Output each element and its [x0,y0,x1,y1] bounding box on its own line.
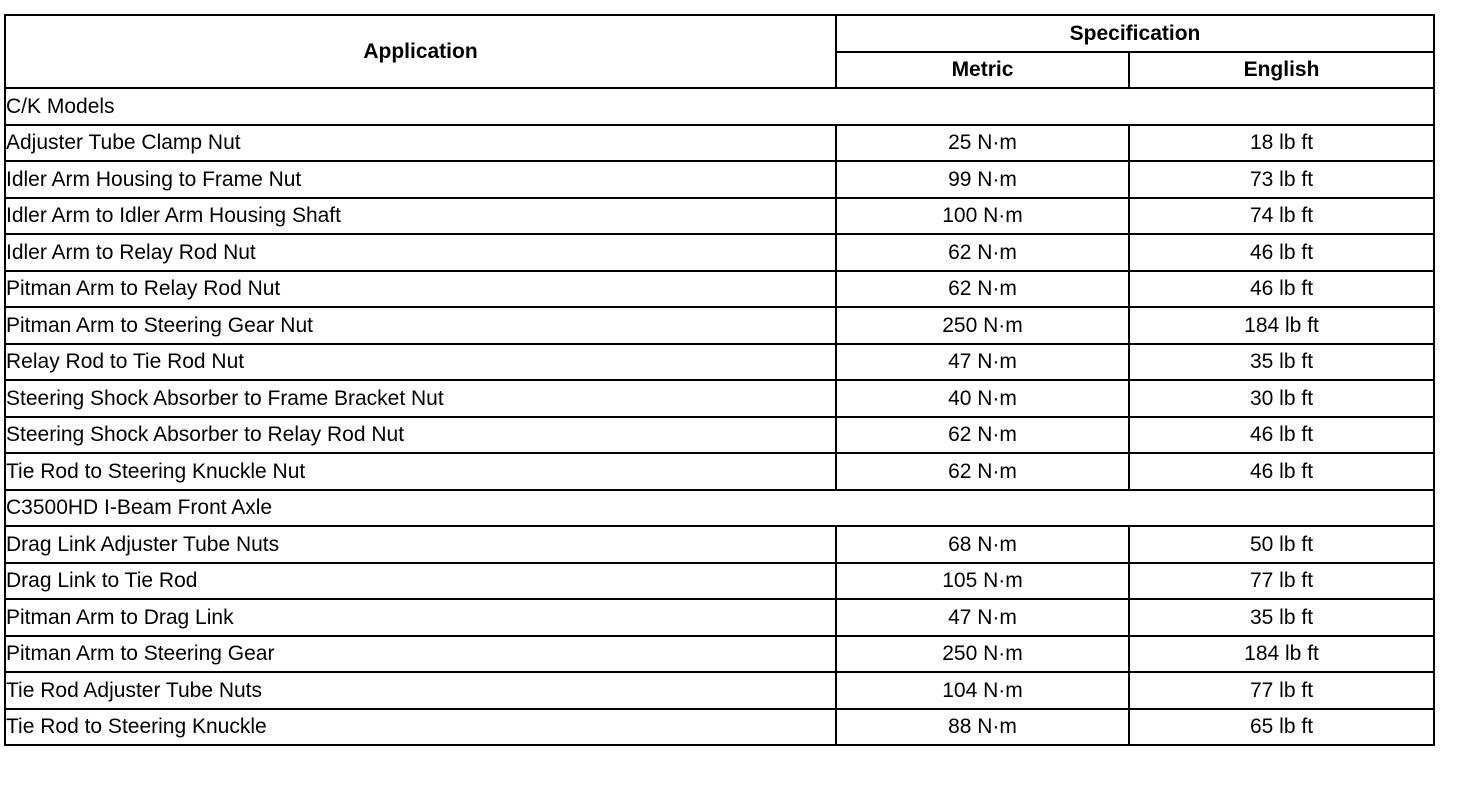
metric-cell: 62 N·m [836,417,1129,454]
table-row [5,307,1434,344]
torque-specification-table [4,14,1435,746]
english-cell: 18 lb ft [1129,125,1434,162]
table-row [5,380,1434,417]
table-row [5,344,1434,381]
header-english: English [1129,52,1434,89]
table-row [5,599,1434,636]
metric-cell: 47 N·m [836,599,1129,636]
application-cell: Pitman Arm to Steering Gear Nut [5,307,836,344]
english-cell: 184 lb ft [1129,307,1434,344]
table-row [5,526,1434,563]
table-row [5,125,1434,162]
application-cell: Steering Shock Absorber to Frame Bracket Nut [5,380,836,417]
application-cell: Steering Shock Absorber to Relay Rod Nut [5,417,836,454]
table-header [5,15,1434,88]
english-cell: 46 lb ft [1129,453,1434,490]
application-cell: Adjuster Tube Clamp Nut [5,125,836,162]
table-row [5,161,1434,198]
metric-cell: 62 N·m [836,271,1129,308]
application-cell: Pitman Arm to Steering Gear [5,636,836,673]
metric-cell: 104 N·m [836,672,1129,709]
english-cell: 77 lb ft [1129,563,1434,600]
metric-cell: 99 N·m [836,161,1129,198]
application-cell: Drag Link Adjuster Tube Nuts [5,526,836,563]
english-cell: 46 lb ft [1129,417,1434,454]
english-cell: 35 lb ft [1129,344,1434,381]
table-row [5,636,1434,673]
metric-cell: 47 N·m [836,344,1129,381]
application-cell: Idler Arm to Idler Arm Housing Shaft [5,198,836,235]
header-metric: Metric [836,52,1129,89]
application-cell: Drag Link to Tie Rod [5,563,836,600]
metric-cell: 250 N·m [836,307,1129,344]
english-cell: 30 lb ft [1129,380,1434,417]
english-cell: 73 lb ft [1129,161,1434,198]
application-cell: Pitman Arm to Relay Rod Nut [5,271,836,308]
application-cell: Pitman Arm to Drag Link [5,599,836,636]
metric-cell: 62 N·m [836,453,1129,490]
section-row [5,88,1434,125]
english-cell: 74 lb ft [1129,198,1434,235]
metric-cell: 62 N·m [836,234,1129,271]
section-title: C/K Models [5,88,1434,125]
table-row [5,417,1434,454]
table-row [5,709,1434,746]
metric-cell: 40 N·m [836,380,1129,417]
table-row [5,271,1434,308]
english-cell: 50 lb ft [1129,526,1434,563]
table-row [5,234,1434,271]
table-body [5,88,1434,745]
english-cell: 184 lb ft [1129,636,1434,673]
application-cell: Idler Arm Housing to Frame Nut [5,161,836,198]
metric-cell: 250 N·m [836,636,1129,673]
english-cell: 77 lb ft [1129,672,1434,709]
table-row [5,453,1434,490]
application-cell: Relay Rod to Tie Rod Nut [5,344,836,381]
metric-cell: 88 N·m [836,709,1129,746]
application-cell: Tie Rod Adjuster Tube Nuts [5,672,836,709]
header-specification: Specification [836,15,1434,52]
table-row [5,672,1434,709]
table-row [5,198,1434,235]
header-application: Application [5,15,836,88]
application-cell: Idler Arm to Relay Rod Nut [5,234,836,271]
application-cell: Tie Rod to Steering Knuckle Nut [5,453,836,490]
metric-cell: 100 N·m [836,198,1129,235]
section-row [5,490,1434,527]
application-cell: Tie Rod to Steering Knuckle [5,709,836,746]
metric-cell: 105 N·m [836,563,1129,600]
english-cell: 65 lb ft [1129,709,1434,746]
section-title: C3500HD I-Beam Front Axle [5,490,1434,527]
metric-cell: 68 N·m [836,526,1129,563]
english-cell: 46 lb ft [1129,234,1434,271]
english-cell: 35 lb ft [1129,599,1434,636]
english-cell: 46 lb ft [1129,271,1434,308]
metric-cell: 25 N·m [836,125,1129,162]
table-row [5,563,1434,600]
